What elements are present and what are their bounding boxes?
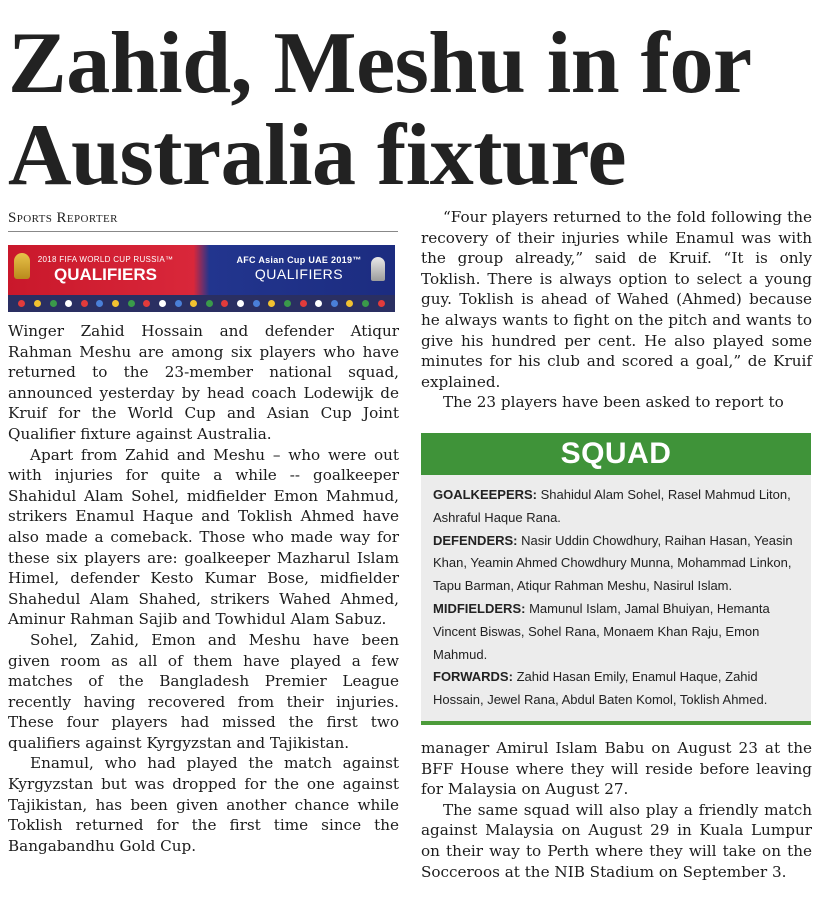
article-paragraph: Apart from Zahid and Meshu – who were out with injuries for quite a while -- goalkeeper Shahidul Alam Sohel, midfielder Emon Mahmud, strikers Enamul Haque and Toklish Ahmed have also made a comeback. Those who made way for these six players are: goalkeeper Mazharul Islam Himel, defender Kesto Kumar Bose, midfielder Shahedul Alam Shahed, strikers Wahed Ahmed, Aminur Rahman Sajib and Towhidul Alam Sabuz. bbox=[8, 445, 399, 629]
article-column-right-top bbox=[421, 207, 812, 413]
flag-icon bbox=[65, 300, 72, 307]
article-paragraph: The 23 players have been asked to report to bbox=[443, 393, 784, 412]
banner-left-title: QUALIFIERS bbox=[54, 265, 157, 284]
squad-players: Shahidul Alam Sohel, Rasel Mahmud Liton, Ashraful Haque Rana. bbox=[433, 487, 791, 525]
flag-icon bbox=[143, 300, 150, 307]
flag-icon bbox=[112, 300, 119, 307]
team-flags-strip bbox=[8, 295, 395, 312]
banner-left-subtitle: 2018 FIFA WORLD CUP RUSSIA™ bbox=[37, 255, 174, 264]
flag-icon bbox=[378, 300, 385, 307]
squad-midfielders bbox=[433, 598, 799, 666]
article-paragraph: Enamul, who had played the match against Kyrgyzstan but was dropped for the one against Tajikistan, has been given another chance while Toklish returned for the first time since the Bangabandhu Gold Cup. bbox=[8, 754, 399, 855]
flag-icon bbox=[268, 300, 275, 307]
banner-right bbox=[203, 245, 395, 295]
squad-category-label: FORWARDS: bbox=[433, 669, 513, 685]
flag-icon bbox=[346, 300, 353, 307]
squad-players: Nasir Uddin Chowdhury, Raihan Hasan, Yeasin Khan, Yeamin Ahmed Chowdhury Munna, Mohammad Linkon, Tapu Barman, Atiqur Rahman Meshu, Nasirul Islam. bbox=[433, 532, 793, 594]
headline-line-1: Zahid, Meshu in for bbox=[8, 15, 752, 112]
flag-icon bbox=[237, 300, 244, 307]
qualifiers-banner bbox=[8, 245, 395, 312]
banner-right-subtitle: AFC Asian Cup UAE 2019™ bbox=[236, 255, 362, 265]
flag-icon bbox=[81, 300, 88, 307]
squad-category-label: GOALKEEPERS: bbox=[433, 487, 538, 502]
flag-icon bbox=[221, 300, 228, 307]
flag-icon bbox=[190, 300, 197, 307]
squad-category-label: MIDFIELDERS: bbox=[433, 600, 526, 616]
flag-icon bbox=[128, 300, 135, 307]
flag-icon bbox=[159, 300, 166, 307]
squad-players: Zahid Hasan Emily, Enamul Haque, Zahid Hossain, Jewel Rana, Abdul Baten Komol, Toklish Ahmed. bbox=[433, 669, 768, 708]
flag-icon bbox=[175, 300, 182, 307]
flag-icon bbox=[206, 300, 213, 307]
flag-icon bbox=[362, 300, 369, 307]
article-paragraph: Sohel, Zahid, Emon and Meshu have been given room as all of them have played a few matches of the Bangladesh Premier League recently having recovered from their injuries. These four players had missed the first two qualifiers against Kyrgyzstan and Tajikistan. bbox=[8, 630, 399, 752]
banner-right-title: QUALIFIERS bbox=[254, 266, 344, 282]
article-paragraph: Winger Zahid Hossain and defender Atiqur Rahman Meshu are among six players who have returned to the 23-member national squad, announced yesterday by head coach Lodewijk de Kruif for the World Cup and Asian Cup Joint Qualifier fixture against Australia. bbox=[8, 322, 399, 443]
article-column-right-bottom bbox=[421, 738, 812, 882]
banner-left bbox=[8, 245, 203, 295]
squad-players: Mamunul Islam, Jamal Bhuiyan, Hemanta Vincent Biswas, Sohel Rana, Monaem Khan Raju, Emon Mahmud. bbox=[433, 600, 770, 662]
flag-icon bbox=[331, 300, 338, 307]
headline-line-2: Australia fixture bbox=[8, 107, 627, 204]
flag-icon bbox=[50, 300, 57, 307]
byline: Sports Reporter bbox=[8, 210, 398, 232]
flag-icon bbox=[253, 300, 260, 307]
asian-cup-trophy-icon bbox=[371, 257, 385, 281]
flag-icon bbox=[300, 300, 307, 307]
squad-list bbox=[421, 475, 811, 712]
squad-defenders bbox=[433, 530, 799, 598]
squad-forwards bbox=[433, 666, 799, 712]
squad-category-label: DEFENDERS: bbox=[433, 532, 518, 548]
flag-icon bbox=[284, 300, 291, 307]
squad-box bbox=[421, 433, 811, 725]
article-paragraph: “Four players returned to the fold following the recovery of their injuries while Enamul was with the group already,” said de Kruif. “It is only Toklish. There is always option to select a young guy. Toklish is ahead of Wahed (Ahmed) because he always wants to fight on the pitch and wants to give his hundred per cent. He also played some minutes for his club and scored a goal,” de Kruif explained. bbox=[421, 208, 812, 391]
article-paragraph: The same squad will also play a friendly match against Malaysia on August 29 in Kuala Lumpur on their way to Perth where they will take on the Socceroos at the NIB Stadium on September 3. bbox=[421, 800, 812, 881]
flag-icon bbox=[96, 300, 103, 307]
flag-icon bbox=[315, 300, 322, 307]
squad-goalkeepers bbox=[433, 484, 799, 530]
headline bbox=[8, 15, 828, 204]
article-column-left bbox=[8, 321, 399, 856]
flag-icon bbox=[18, 300, 25, 307]
squad-title: SQUAD bbox=[421, 433, 811, 475]
flag-icon bbox=[34, 300, 41, 307]
article-paragraph: manager Amirul Islam Babu on August 23 at the BFF House where they will reside before leaving for Malaysia on August 27. bbox=[421, 739, 812, 799]
